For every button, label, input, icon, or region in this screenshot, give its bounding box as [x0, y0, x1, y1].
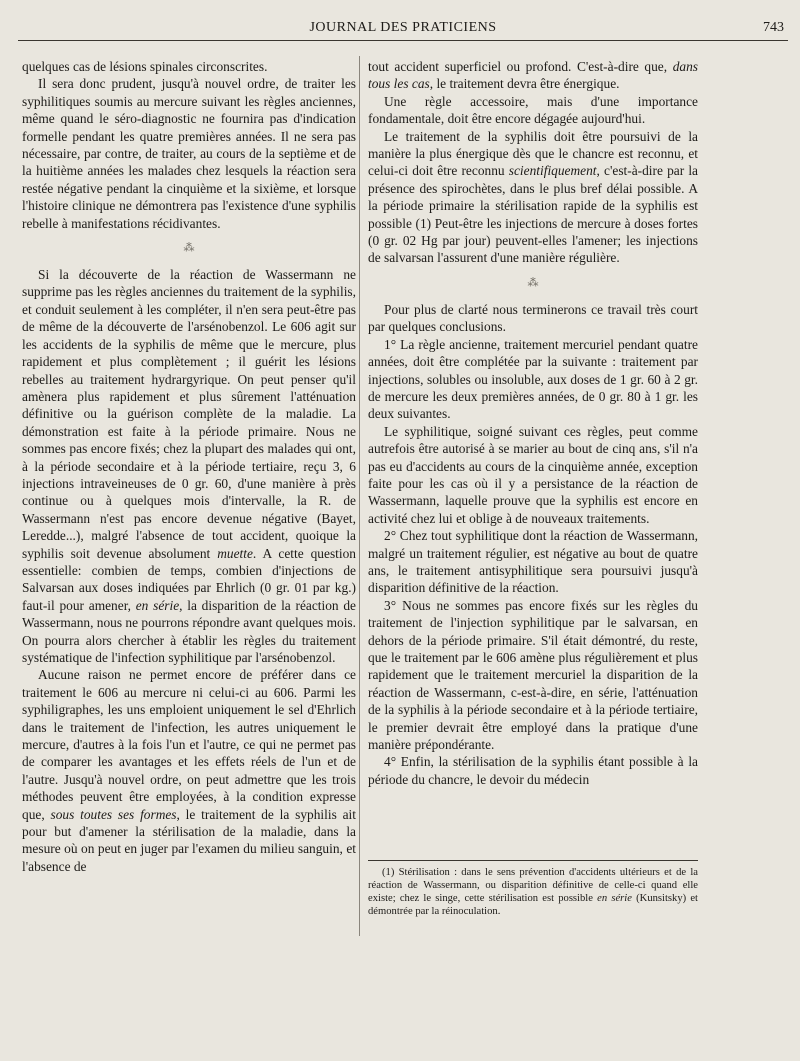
footnote-text: (1) Stérilisation : dans le sens prévention d'accidents ultérieurs et de la réaction de Wassermann, ou disparition définitive de celle-ci quand elle existe; chez le singe, cette stérilisation est possible en série (Kunsitsky) et démontrée par la réinoculation. [368, 867, 698, 917]
paragraph: Aucune raison ne permet encore de préférer dans ce traitement le 606 au mercure ni celui-ci au 606. Parmi les syphiligraphes, les uns emploient uniquement le sel d'Ehrlich dans le traitement de l'infection, les autres uniquement le mercure, d'autres à la fois l'un et l'autre, ce qui ne permet pas de comparer les avantages et les effets réels de l'un et de l'autre. Jusqu'à nouvel ordre, on peut admettre que les trois méthodes peuvent être employées, à la condition expresse que, sous toutes ses formes, le traitement de la syphilis ait pour but d'amener la stérilisation de la maladie, dans la mesure où on peut en juger par l'examen du milieu sanguin, et l'absence de [22, 667, 356, 874]
conclusion-4: 4° Enfin, la stérilisation de la syphilis étant possible à la période du chancre, le devoir du médecin [368, 754, 698, 787]
column-divider [359, 56, 360, 936]
right-column [368, 58, 698, 788]
section-separator: ⁂ [527, 276, 539, 289]
paragraph: Si la découverte de la réaction de Wassermann ne supprime pas les règles anciennes du traitement de la syphilis, et conduit seulement à les compléter, il n'en sera peut-être pas de même de la découverte de l'arsénobenzol. Le 606 agit sur les accidents de la syphilis de même que le mercure, plus rapidement et plus complètement ; il guérit les lésions rebelles au traitement hydrargyrique. On peut penser qu'il amènera plus rapidement et plus sûrement l'atténuation définitive ou la guérison complète de la maladie. La démonstration est faite à la période primaire. Nous ne sommes pas encore fixés; chez la plupart des malades qui ont, à la période secondaire et à la période tertiaire, reçu 3, 6 injections intraveineuses de 0 gr. 60, d'une manière à près continue ou à quelques mois d'intervalle, la R. de Wassermann n'est pas encore devenue négative (Bayet, Leredde...), malgré l'absence de tout accident, quoique la syphilis soit devenue absolument muette. A cette question essentielle: combien de temps, combien d'injections de Salvarsan aux doses indiquées par Ehrlich (0 gr. 01 par kg.) faut-il pour amener, en série, la disparition de la réaction de Wassermann, nous ne pourrons répondre avant quelques mois. On pourra alors chercher à établir les règles du traitement systématique de l'infection syphilitique par l'arsénobenzol. [22, 267, 356, 665]
paragraph: tout accident superficiel ou profond. C'est-à-dire que, dans tous les cas, le traitement devra être énergique. [368, 59, 698, 92]
footnote-rule [368, 860, 698, 861]
paragraph: Une règle accessoire, mais d'une importance fondamentale, doit être encore dégagée aujourd'hui. [368, 93, 698, 127]
paragraph: quelques cas de lésions spinales circonscrites. [22, 59, 268, 74]
left-column [22, 58, 356, 875]
footnote [368, 866, 698, 918]
section-separator: ⁂ [183, 242, 195, 255]
paragraph: Le traitement de la syphilis doit être poursuivi de la manière la plus énergique dès que le chancre est reconnu, et celui-ci doit être reconnu scientifiquement, c'est-à-dire par la présence des spirochètes, dans le plus bref délai possible. A la période primaire la stérilisation rapide de la syphilis est possible (1) Peut-être les injections de mercure à doses fortes (0 gr. 02 Hg par jour) peuvent-elles l'amener; les injections de salvarsan l'assurent d'une manière régulière. [368, 128, 698, 266]
page-header [18, 18, 788, 41]
conclusion-2: 2° Chez tout syphilitique dont la réaction de Wassermann, malgré un traitement régulier, est négative au bout de quatre ans, le traitement antisyphilitique sera poursuivi jusqu'à disparition définitive de la réaction. [368, 528, 698, 596]
journal-title: JOURNAL DES PRATICIENS [309, 20, 497, 35]
paragraph: Le syphilitique, soigné suivant ces règles, peut comme autrefois être autorisé à se marier au bout de cinq ans, s'il n'a pas eu d'accidents au cours de la cinquième année, exception faite pour les cas où il y a persistance de la réaction de Wassermann, laquelle prouve que la syphilis est encore en activité chez lui et oblige à de nouveaux traitements. [368, 423, 698, 526]
page-number: 743 [763, 20, 784, 35]
conclusion-3: 3° Nous ne sommes pas encore fixés sur les règles du traitement de l'injection syphilitique par le salvarsan, en dehors de la période primaire. S'il était démontré, du reste, que le traitement par le 606 amène plus régulièrement et plus rapidement que le traitement mercuriel la disparition de la réaction de Wassermann, c-est-à-dire, en série, l'atténuation de la syphilis à la période secondaire et à la période tertiaire, le premier devrait être employé dans la pratique d'une manière prépondérante. [368, 597, 698, 753]
conclusion-1: 1° La règle ancienne, traitement mercuriel pendant quatre années, doit être complétée par la suivante : traitement par injections, solubles ou insoluble, aux doses de 1 gr. 60 à 2 gr. de mercure les deux premières années, de 0 gr. 80 à 1 gr. les deux suivantes. [368, 336, 698, 422]
paragraph: Pour plus de clarté nous terminerons ce travail très court par quelques conclusions. [368, 301, 698, 335]
paragraph: Il sera donc prudent, jusqu'à nouvel ordre, de traiter les syphilitiques soumis au mercure suivant les règles anciennes, même quand le séro-diagnostic ne fournira pas d'indication formelle pendant les quatre premières années. Il ne sera pas nécessaire, par contre, de traiter, au cours de la septième et de la huitième années les malades chez lesquels la réaction sera restée négative pendant la cinquième et la sixième, et lorsque l'histoire clinique ne démontrera pas l'existence d'une syphilis rebelle à manifestations récidivantes. [22, 76, 356, 231]
